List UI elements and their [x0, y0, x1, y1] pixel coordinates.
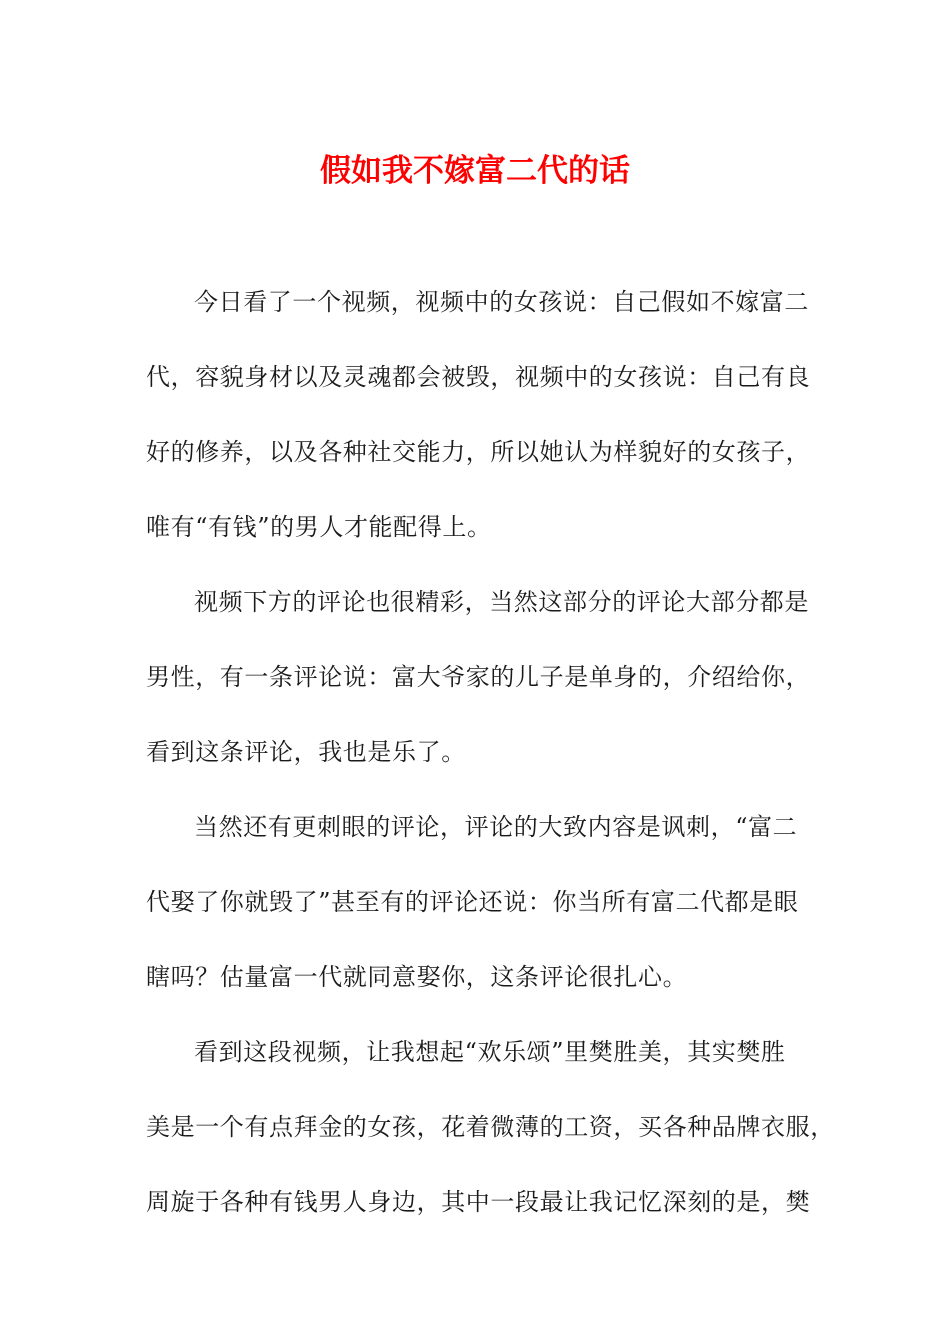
text-line: 好的修养，以及各种社交能力，所以她认为样貌好的女孩子，	[146, 438, 811, 466]
text-line: 美是一个有点拜金的女孩，花着微薄的工资，买各种品牌衣服，	[146, 1113, 835, 1141]
text-line: 周旋于各种有钱男人身边，其中一段最让我记忆深刻的是，樊	[146, 1188, 811, 1216]
text-line: 看到这条评论，我也是乐了。	[146, 738, 466, 766]
text-line: 视频下方的评论也很精彩，当然这部分的评论大部分都是	[194, 588, 809, 616]
document-body	[146, 280, 835, 1255]
text-line: 看到这段视频，让我想起“欢乐颂”里樊胜美，其实樊胜	[194, 1038, 786, 1066]
text-line: 代娶了你就毁了”甚至有的评论还说：你当所有富二代都是眼	[146, 888, 799, 916]
text-line: 唯有“有钱”的男人才能配得上。	[146, 513, 492, 541]
text-line: 男性，有一条评论说：富大爷家的儿子是单身的，介绍给你，	[146, 663, 811, 691]
text-line: 瞎吗？估量富一代就同意娶你，这条评论很扎心。	[146, 963, 688, 991]
document-title: 假如我不嫁富二代的话	[320, 153, 630, 189]
text-line: 代，容貌身材以及灵魂都会被毁，视频中的女孩说：自己有良	[146, 363, 811, 391]
text-line: 今日看了一个视频，视频中的女孩说：自己假如不嫁富二	[194, 288, 809, 316]
text-line: 当然还有更刺眼的评论，评论的大致内容是讽刺，“富二	[194, 813, 798, 841]
